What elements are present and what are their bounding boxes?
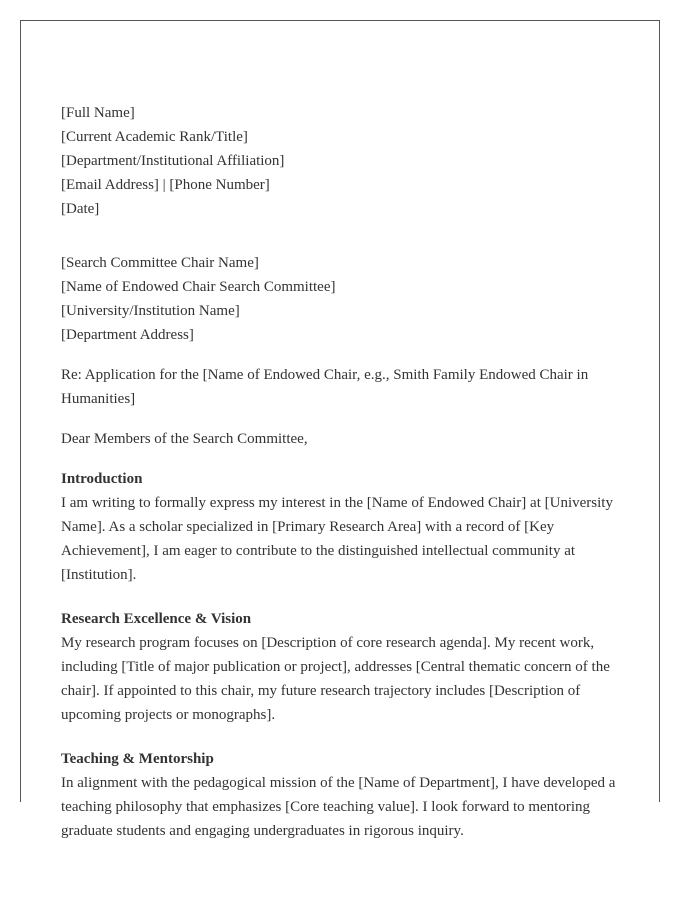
recipient-block — [61, 251, 636, 347]
section-body: I am writing to formally express my interest in the [Name of Endowed Chair] at [University Name]. As a scholar specialized in [Primary Research Area] with a record of [Key Achievement], I am eager to contribute to the distinguished intellectual community at [Institution]. — [61, 495, 613, 583]
sender-full-name: [Full Name] — [61, 105, 135, 121]
section-heading: Research Excellence & Vision — [61, 611, 252, 627]
sender-contact: [Email Address] | [Phone Number] — [61, 177, 270, 193]
section-heading: Introduction — [61, 471, 143, 487]
section-introduction — [61, 467, 636, 587]
subject-line: Re: Application for the [Name of Endowed Chair, e.g., Smith Family Endowed Chair in Humanities] — [61, 367, 589, 407]
section-teaching — [61, 747, 636, 843]
sender-rank-title: [Current Academic Rank/Title] — [61, 129, 248, 145]
section-research — [61, 607, 636, 727]
letter-page — [20, 20, 660, 839]
sender-block — [61, 101, 636, 221]
recipient-committee: [Name of Endowed Chair Search Committee] — [61, 279, 336, 295]
letter-content — [61, 101, 636, 863]
recipient-chair-name: [Search Committee Chair Name] — [61, 255, 259, 271]
recipient-address: [Department Address] — [61, 327, 194, 343]
section-body: In alignment with the pedagogical mission of the [Name of Department], I have developed a teaching philosophy that emphasizes [Core teaching value]. I look forward to mentoring graduate students and engaging undergraduates in rigorous inquiry. — [61, 775, 616, 839]
section-heading: Teaching & Mentorship — [61, 751, 214, 767]
section-body: My research program focuses on [Description of core research agenda]. My recent work, including [Title of major publication or project], addresses [Central thematic concern of the chair]. If appointed to this chair, my future research trajectory includes [Description of upcoming projects or monographs]. — [61, 635, 610, 723]
recipient-institution: [University/Institution Name] — [61, 303, 240, 319]
salutation: Dear Members of the Search Committee, — [61, 431, 308, 447]
letter-date: [Date] — [61, 201, 100, 217]
sender-affiliation: [Department/Institutional Affiliation] — [61, 153, 285, 169]
